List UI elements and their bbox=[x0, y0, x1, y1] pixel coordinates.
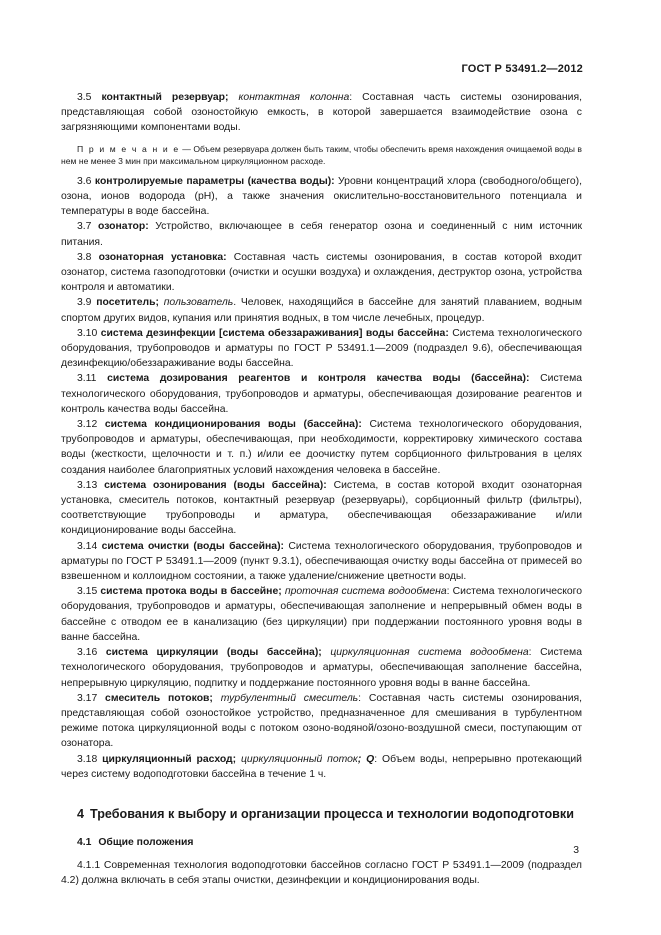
subsection-number: 4.1 bbox=[77, 836, 92, 848]
term: циркуляционный расход; bbox=[102, 753, 237, 765]
term: система кондиционирования воды (бассейна): bbox=[104, 419, 362, 431]
clause-number: 3.17 bbox=[77, 692, 98, 704]
definition-text: : Система технологического оборудования, трубопроводов и арматуры, обеспечивающая заполнение бассейна, непрерывную циркуляцию, подпитку и поддержание постоянного уровня воды в ванне бассейна. bbox=[61, 647, 582, 689]
paragraph-text: Современная технология водоподготовки бассейнов согласно ГОСТ Р 53491.1—2009 (подраздел 4.2) должна включать в себя этапы очистки, дезинфекции и кондиционирования воды. bbox=[61, 860, 582, 887]
document-code: ГОСТ Р 53491.2—2012 bbox=[461, 63, 583, 75]
term: озонаторная установка: bbox=[98, 251, 227, 263]
clause-number: 3.5 bbox=[77, 92, 92, 103]
definition-3-13 bbox=[61, 478, 582, 539]
term-synonym: пользователь bbox=[163, 297, 234, 309]
clause-number: 4.1.1 bbox=[77, 860, 101, 872]
definition-3-14 bbox=[61, 539, 582, 585]
term: посетитель; bbox=[96, 297, 159, 309]
note bbox=[61, 143, 582, 168]
paragraph-4-1-1 bbox=[61, 858, 582, 888]
term: система протока воды в бассейне; bbox=[100, 586, 282, 598]
definition-3-9 bbox=[61, 295, 582, 325]
definition-3-8 bbox=[61, 250, 582, 296]
definition-3-12 bbox=[61, 417, 582, 478]
definition-text: Составная часть системы озонирования, в состав которой входит озонатор, система газоподготовки (очистки и осушки воздуха) и охлаждения, деструктор озона, устройства контроля и автоматики. bbox=[61, 251, 582, 294]
definition-text: . Человек, находящийся в бассейне для занятий плаванием, водным спортом других видов, купания или принятия водных, в том числе лечебных, процедур. bbox=[61, 297, 582, 324]
section-number: 4 bbox=[77, 806, 85, 821]
definition-text: : Составная часть системы озонирования, представляющая собой озоностойкое устройство, предназначенное для смешивания в турбулентном режиме потока циркуляционной воды с потоком озоно-водяной/озоно-воздушной смеси, поступающим от озонатора. bbox=[61, 692, 583, 750]
term-synonym: турбулентный смеситель bbox=[220, 692, 359, 704]
definition-text: : Объем воды, непрерывно протекающий через систему водоподготовки бассейна в течение 1 ч. bbox=[61, 753, 582, 780]
definition-3-7 bbox=[61, 219, 582, 249]
clause-number: 3.14 bbox=[77, 540, 98, 552]
subsection-title: Общие положения bbox=[98, 836, 194, 848]
clause-number: 3.7 bbox=[77, 221, 92, 233]
term: контролируемые параметры (качества воды): bbox=[94, 175, 335, 187]
term-synonym: циркуляционный поток bbox=[240, 753, 358, 765]
section-heading bbox=[61, 806, 582, 823]
definition-text: : Составная часть системы озонирования, представляющая собой озоностойкую емкость, в которой завершается взаимодействие озона с загрязняющими компонентами воды. bbox=[61, 92, 582, 134]
clause-number: 3.11 bbox=[77, 373, 97, 385]
term: система очистки (воды бассейна): bbox=[101, 540, 285, 552]
definition-3-10 bbox=[61, 326, 582, 372]
page-number: 3 bbox=[573, 845, 579, 856]
clause-number: 3.12 bbox=[77, 419, 98, 431]
term: система дезинфекции [система обеззараживания] воды бассейна: bbox=[100, 327, 449, 339]
term: озонатор: bbox=[98, 221, 149, 233]
term-synonym: проточная система водообмена bbox=[284, 586, 447, 598]
definition-3-17 bbox=[61, 691, 582, 752]
term: контактный резервуар; bbox=[101, 92, 229, 103]
subsection-heading bbox=[61, 835, 582, 850]
term-synonym: контактная колонна bbox=[238, 92, 350, 103]
clause-number: 3.15 bbox=[77, 586, 98, 598]
term: смеситель потоков; bbox=[105, 692, 213, 704]
definition-text: Система технологического оборудования, трубопроводов и арматуры, обеспечивающая дозирование реагентов и контроль качества воды бассейна. bbox=[61, 373, 583, 415]
clause-number: 3.10 bbox=[77, 327, 98, 339]
definition-3-18 bbox=[61, 752, 582, 782]
definition-3-15 bbox=[61, 584, 582, 645]
section-title: Требования к выбору и организации процесса и технологии водоподготовки bbox=[90, 806, 574, 821]
definition-text: Устройство, включающее в себя генератор озона и соединенный с ним источник питания. bbox=[61, 221, 583, 248]
term: система циркуляции (воды бассейна); bbox=[105, 647, 322, 659]
term: система озонирования (воды бассейна): bbox=[104, 479, 327, 491]
definition-text: Уровни концентраций хлора (свободного/общего), озона, ионов водорода (pH), а также значения окислительно-восстановительного потенциала и температуры в воде бассейна. bbox=[61, 175, 582, 218]
term-symbol: ; Q bbox=[357, 753, 375, 765]
clause-number: 3.18 bbox=[77, 753, 98, 765]
definition-3-16 bbox=[61, 645, 582, 691]
definition-text: Система технологического оборудования, трубопроводов и арматуры по ГОСТ Р 53491.1—2009 (пункт 9.3.1), обеспечивающая очистку воды бассейна от примесей во взвешенном и коллоидном состоянии, а также удаление/снижение цветности воды. bbox=[61, 540, 583, 583]
clause-number: 3.9 bbox=[77, 297, 92, 309]
definition-text: : Система технологического оборудования, трубопроводов и арматуры, обеспечивающая заполнение и непрерывный обмен воды в бассейне с отводом ее в канализацию (без циркуляции) при поддержании постоянного уровня воды в ванне бассейна. bbox=[61, 586, 583, 643]
definition-text: Система технологического оборудования, трубопроводов и арматуры, обеспечивающая, при необходимости, корректировку химического состава воды (жесткости, щелочности и т. п.) и/или ее доочистку путем сорбционного фильтрования в целях создания наиболее благоприятных условий нахождения человека в бассейне. bbox=[61, 419, 582, 476]
note-label: П р и м е ч а н и е bbox=[77, 143, 180, 154]
definition-3-5 bbox=[61, 90, 582, 136]
definition-3-6 bbox=[61, 174, 582, 220]
document-body bbox=[61, 90, 582, 889]
term-synonym: циркуляционная система водообмена bbox=[330, 647, 529, 659]
definition-text: Система технологического оборудования, трубопроводов и арматуры по ГОСТ Р 53491.1—2009 (подраздел 9.6), обеспечивающая дезинфекцию/обеззараживание воды бассейна. bbox=[61, 327, 582, 370]
clause-number: 3.16 bbox=[77, 647, 98, 659]
definition-text: Система, в состав которой входит озонаторная установка, смеситель потоков, контактный резервуар (резервуары), сорбционный фильтр (фильтры), соответствующие трубопроводы и арматура, обеспечивающая обеззараживание и/или кондиционирование воды бассейна. bbox=[61, 479, 583, 537]
clause-number: 3.6 bbox=[77, 175, 92, 187]
term: система дозирования реагентов и контроля качества воды (бассейна): bbox=[107, 373, 530, 385]
note-text: — Объем резервуара должен быть таким, чтобы обеспечить время нахождения очищаемой воды в нем не менее 3 мин при максимальном циркуляционном расходе. bbox=[61, 143, 582, 167]
definition-3-11 bbox=[61, 371, 582, 417]
clause-number: 3.13 bbox=[77, 479, 98, 491]
clause-number: 3.8 bbox=[77, 251, 92, 263]
